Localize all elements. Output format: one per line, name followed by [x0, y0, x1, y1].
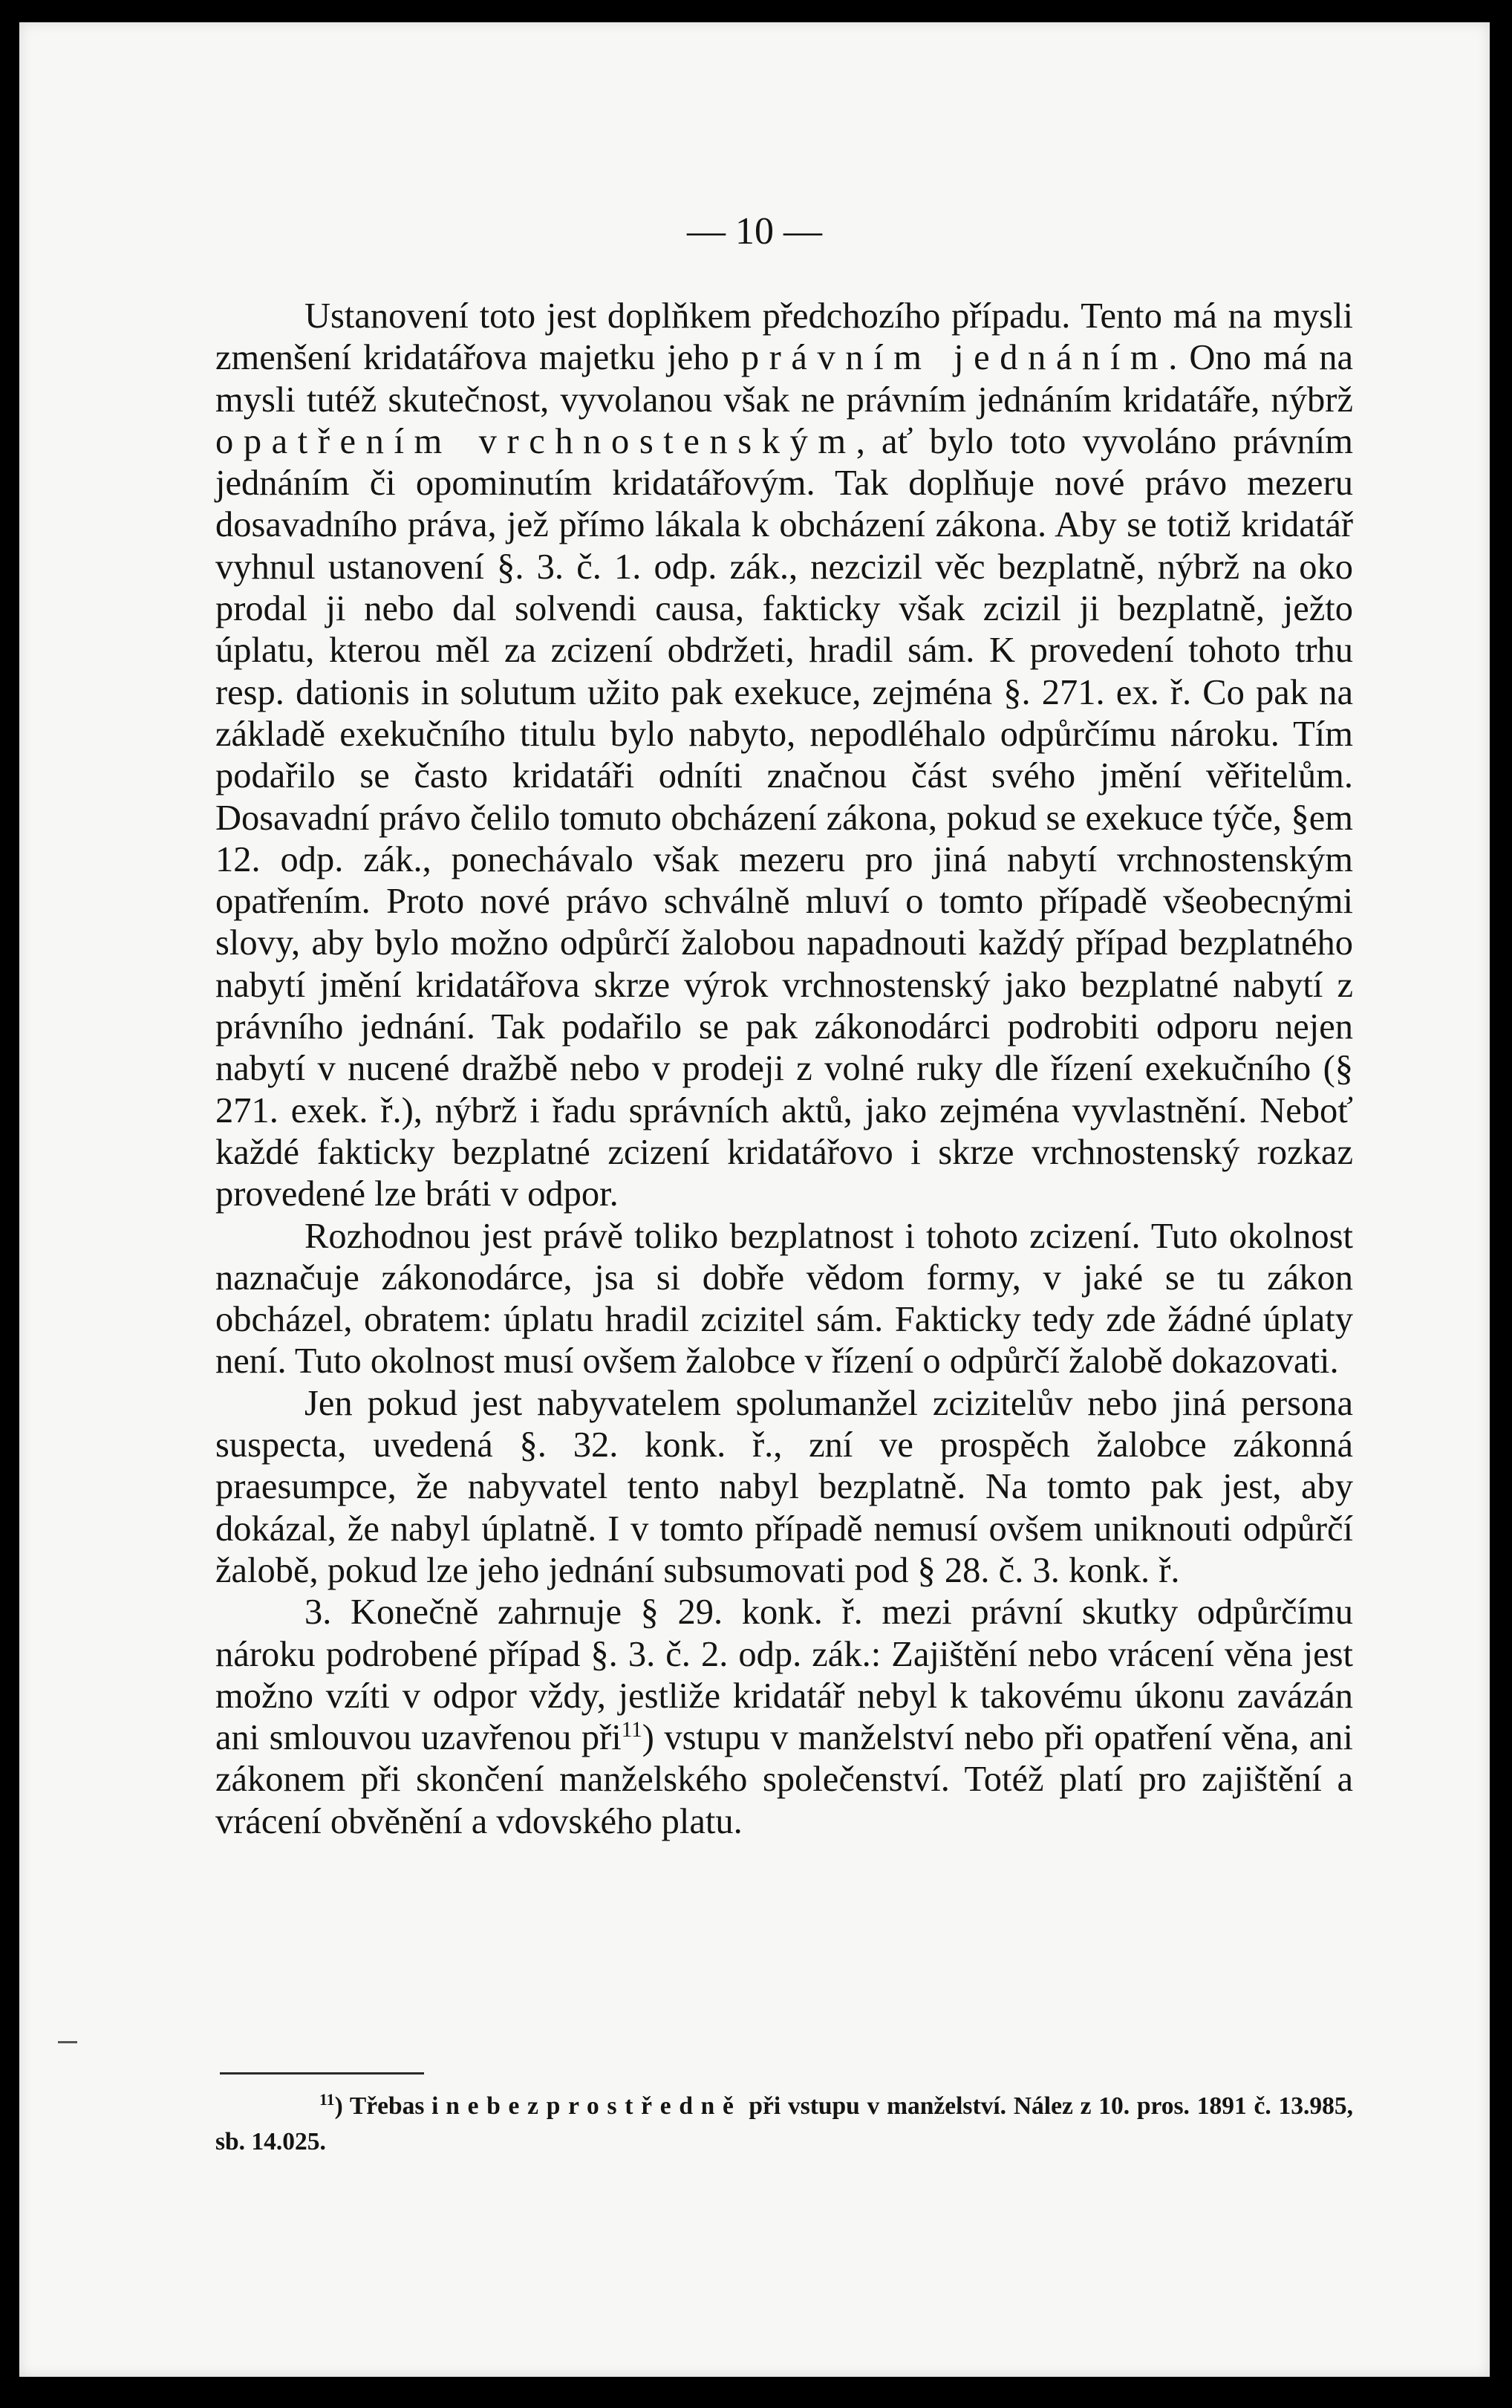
text-segment: . Ono má na mysli tutéž skutečnost, vyvolanou však ne právním jednáním kridatáře, nýbrž — [215, 338, 1354, 420]
footnote-separator — [220, 2072, 424, 2075]
page-number: — 10 — — [687, 210, 822, 253]
paragraph — [215, 1383, 1353, 1592]
text-segment: Rozhodnou jest právě toliko bezplatnost i tohoto zcizení. Tuto okolnost naznačuje zákonodárce, jsa si dobře vědom formy, v jaké se tu zákon obcházel, obratem: úplatu hradil zcizitel sám. Fakticky tedy zde žádné úplaty není. Tuto okolnost musí ovšem žalobce v řízení o odpůrčí žalobě dokazovati. — [215, 1216, 1353, 1382]
text-segment: ) vstupu v manželství nebo při opatření věna, ani zákonem při skončení manželského společenství. Totéž platí pro zajištění a vrácení obvěnění a vdovského platu. — [215, 1718, 1353, 1841]
footnote — [215, 2089, 1353, 2160]
text-segment: Jen pokud jest nabyvatelem spolumanžel zcizitelův nebo jiná persona suspecta, uvedená §. 32. konk. ř., zní ve prospěch žalobce zákonná praesumpce, že nabyvatel tento nabyl bezplatně. Na tomto pak jest, aby dokázal, že nabyl úplatně. I v tomto případě nemusí ovšem uniknouti odpůrčí žalobě, pokud lze jeho jednání subsumovati pod § 28. č. 3. konk. ř. — [215, 1383, 1353, 1590]
emphasized-text: opatřením vrchnostenským — [215, 421, 856, 461]
text-segment: Ustanovení toto jest doplňkem předchozího případu. Tento má na mysli zmenšení kridatářova majetku jeho — [215, 296, 1353, 378]
paragraph — [215, 1216, 1353, 1383]
footnote-text: při vstupu v manželství. Nález z 10. pros. 1891 č. 13.985, sb. 14.025. — [215, 2092, 1353, 2155]
text-segment: 3. Konečně zahrnuje § 29. konk. ř. mezi právní skutky odpůrčímu nároku podrobené případ §. 3. č. 2. odp. zák.: Zajištění nebo vrácení věna jest možno vzíti v odpor vždy, jestliže kridatář nebyl k takovému úkonu zavázán ani smlouvou uzavřenou při — [215, 1592, 1353, 1758]
text-segment: , ať bylo toto vyvoláno právním jednáním či opominutím kridatářovým. Tak doplňuje nové právo mezeru dosavadního práva, jež přímo lákala k obcházení zákona. Aby se totiž kridatář vyhnul ustanovení §. 3. č. 1. odp. zák., nezcizil věc bezplatně, nýbrž na oko prodal ji nebo dal solvendi causa, fakticky však zcizil ji bezplatně, ježto úplatu, kterou měl za zcizení obdržeti, hradil sám. K provedení tohoto trhu resp. dationis in solutum užito pak exekuce, zejména §. 271. ex. ř. Co pak na základě exekučního titulu bylo nabyto, nepodléhalo odpůrčímu nároku. Tím podařilo se často kridatáři odníti značnou část svého jmění věřitelům. Dosavadní právo čelilo tomuto obcházení zákona, pokud se exekuce týče, §em 12. odp. zák., ponechávalo však mezeru pro jiná nabytí vrchnostenským opatřením. Proto nové právo schválně mluví o tomto případě všeobecnými slovy, aby bylo možno odpůrčí žalobou napadnouti každý případ bezplatného nabytí jmění kridatářova skrze výrok vrchnostenský jako bezplatné nabytí z právního jednání. Tak podařilo se pak zákonodárci podrobiti odporu nejen nabytí v nucené dražbě nebo v prodeji z volné ruky dle řízení exekučního (§ 271. exek. ř.), nýbrž i řadu správních aktů, jako zejména vyvlastnění. Neboť každé fakticky bezplatné zcizení kridatářovo i skrze vrchnostenský rozkaz provedené lze bráti v odpor. — [215, 421, 1353, 1214]
footnote-emphasized-text: nebezprostředně — [446, 2092, 742, 2120]
emphasized-text: právním jednáním — [740, 338, 1169, 378]
book-page — [19, 22, 1490, 2377]
footnote-reference: 11 — [621, 1717, 642, 1742]
main-text — [215, 296, 1353, 1843]
footnote-marker: 11 — [319, 2090, 335, 2109]
footnote-text: ) Třebas i — [334, 2092, 446, 2120]
paragraph — [215, 1592, 1353, 1843]
margin-mark — [58, 2041, 77, 2043]
paragraph — [215, 296, 1353, 1216]
